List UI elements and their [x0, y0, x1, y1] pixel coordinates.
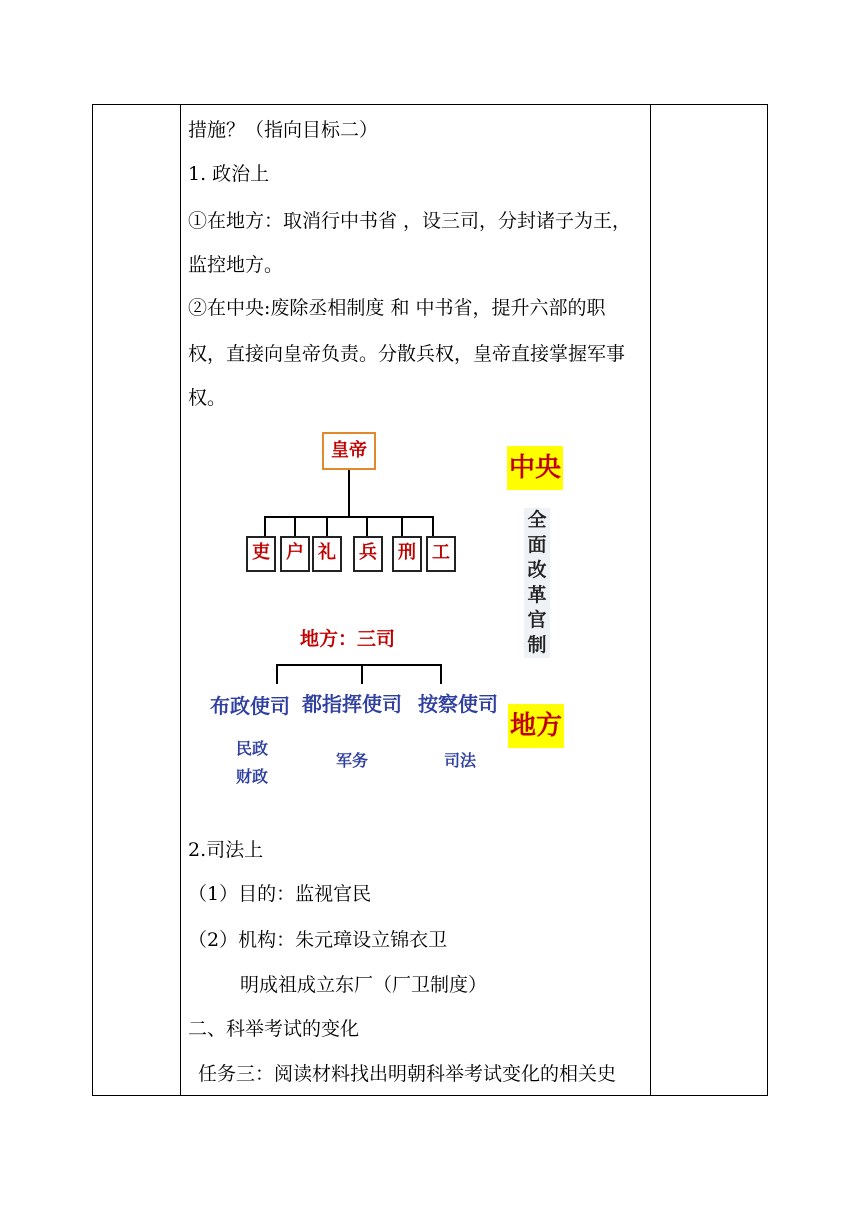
- judicial-institution: （2）机构：朱元璋设立锦衣卫: [188, 929, 448, 951]
- office-label: 布政使司: [210, 694, 290, 718]
- column-divider-right: [650, 105, 651, 1095]
- reform-char: 官: [527, 609, 547, 631]
- ministry-box: 户: [280, 536, 310, 572]
- central-label: 中央: [507, 446, 563, 490]
- central-measure-line2: 权，直接向皇帝负责。分散兵权，皇帝直接掌握军事: [188, 343, 626, 365]
- reform-char: 革: [527, 584, 547, 606]
- local-three-offices-title: 地方：三司: [300, 628, 396, 650]
- connector-line: [294, 516, 296, 536]
- judicial-purpose: （1）目的：监视官民: [188, 883, 372, 905]
- section-heading-exam: 二、科举考试的变化: [188, 1018, 360, 1040]
- connector-line: [276, 664, 442, 666]
- central-measure-line3: 权。: [188, 387, 227, 409]
- task-three-line: 任务三：阅读材料找出明朝科举考试变化的相关史: [198, 1063, 617, 1085]
- connector-line: [361, 664, 363, 684]
- duty-label: 司法: [444, 751, 477, 770]
- connector-line: [326, 516, 328, 536]
- ministry-box: 兵: [353, 536, 383, 572]
- reform-char: 改: [527, 559, 547, 581]
- reform-char: 全: [527, 509, 547, 531]
- judicial-heading: 2.司法上: [188, 839, 264, 861]
- connector-line: [276, 664, 278, 684]
- local-label: 地方: [508, 704, 564, 748]
- column-divider-left: [180, 105, 181, 1095]
- ministry-box: 刑: [392, 536, 422, 572]
- central-measure-line1: ②在中央:废除丞相制度 和 中书省，提升六部的职: [188, 297, 606, 319]
- judicial-institution-cont: 明成祖成立东厂（厂卫制度）: [240, 974, 488, 996]
- office-label: 都指挥使司: [302, 692, 402, 716]
- measures-heading: 措施？（指向目标二）: [188, 119, 379, 141]
- reform-vertical-text: [524, 508, 550, 658]
- connector-line: [440, 664, 442, 684]
- duty-label: 军务: [336, 751, 369, 770]
- ministry-box: 礼: [312, 536, 342, 572]
- connector-line: [366, 516, 368, 536]
- office-label: 按察使司: [418, 692, 498, 716]
- politics-heading: 1. 政治上: [188, 163, 270, 185]
- connector-line: [264, 516, 266, 536]
- connector-line: [432, 516, 434, 536]
- connector-line: [348, 470, 350, 516]
- connector-line: [264, 516, 432, 518]
- local-measure-line2: 监控地方。: [188, 254, 284, 276]
- connector-line: [401, 516, 403, 536]
- local-measure-line1: ①在地方：取消行中书省 ，设三司，分封诸子为王，: [188, 210, 632, 232]
- duty-label: 民政: [236, 739, 269, 758]
- ministry-box: 吏: [246, 536, 276, 572]
- reform-char: 制: [527, 634, 547, 656]
- duty-label: 财政: [236, 767, 269, 786]
- ministry-box: 工: [426, 536, 456, 572]
- emperor-box: 皇帝: [322, 432, 376, 470]
- reform-char: 面: [527, 534, 547, 556]
